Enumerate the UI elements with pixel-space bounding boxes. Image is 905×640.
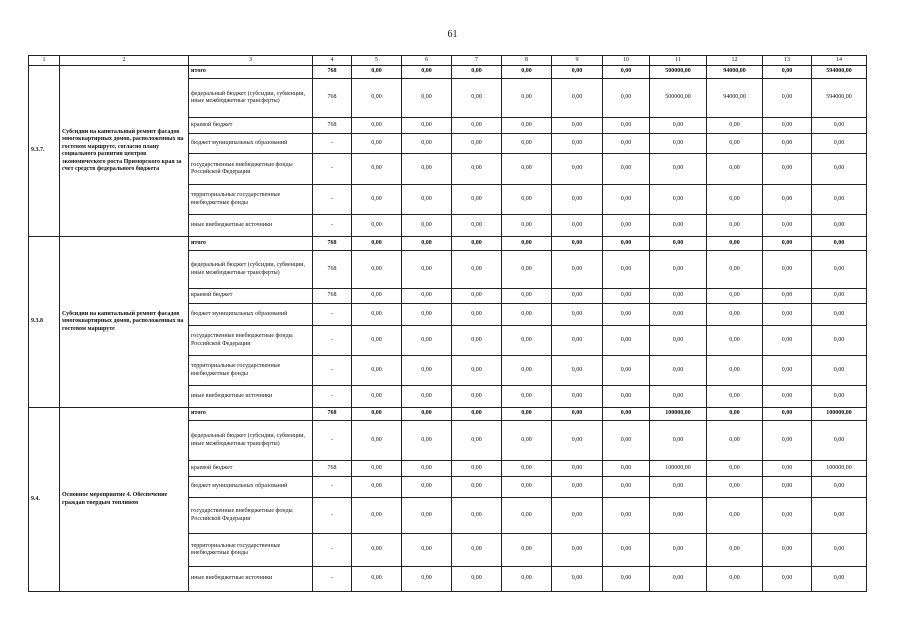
amount-cell: 0,00 <box>812 421 867 461</box>
amount-cell: 0,00 <box>812 154 867 185</box>
amount-cell: 0,00 <box>352 421 402 461</box>
funding-source: иные внебюджетные источники <box>189 567 313 592</box>
amount-cell: 0,00 <box>763 461 812 477</box>
amount-cell: 0,00 <box>763 154 812 185</box>
header-cell: 12 <box>707 56 763 66</box>
code-cell: - <box>313 386 352 408</box>
amount-cell: 0,00 <box>502 251 552 289</box>
amount-cell: 0,00 <box>650 118 707 134</box>
amount-cell: 0,00 <box>812 237 867 251</box>
amount-cell: 0,00 <box>452 66 502 79</box>
funding-source: государственные внебюджетные фонды Российской Федерации <box>189 498 313 534</box>
amount-cell: 0,00 <box>650 534 707 567</box>
funding-source: иные внебюджетные источники <box>189 386 313 408</box>
amount-cell: 0,00 <box>452 118 502 134</box>
amount-cell: 0,00 <box>552 118 603 134</box>
funding-source: бюджет муниципальных образований <box>189 304 313 326</box>
amount-cell: 0,00 <box>707 461 763 477</box>
amount-cell: 0,00 <box>402 215 452 237</box>
amount-cell: 0,00 <box>707 421 763 461</box>
amount-cell: 0,00 <box>552 185 603 215</box>
amount-cell: 0,00 <box>603 477 650 498</box>
amount-cell: 0,00 <box>352 461 402 477</box>
amount-cell: 0,00 <box>502 237 552 251</box>
amount-cell: 0,00 <box>603 289 650 304</box>
amount-cell: 0,00 <box>603 498 650 534</box>
amount-cell: 0,00 <box>603 421 650 461</box>
amount-cell: 0,00 <box>452 386 502 408</box>
amount-cell: 0,00 <box>452 251 502 289</box>
amount-cell: 0,00 <box>552 534 603 567</box>
amount-cell: 0,00 <box>707 356 763 386</box>
amount-cell: 0,00 <box>552 215 603 237</box>
amount-cell: 0,00 <box>502 567 552 592</box>
amount-cell: 0,00 <box>452 356 502 386</box>
amount-cell: 0,00 <box>552 134 603 154</box>
amount-cell: 500000,00 <box>650 66 707 79</box>
amount-cell: 0,00 <box>763 477 812 498</box>
amount-cell: 0,00 <box>552 408 603 421</box>
amount-cell: 0,00 <box>650 567 707 592</box>
amount-cell: 0,00 <box>352 289 402 304</box>
amount-cell: 0,00 <box>352 356 402 386</box>
code-cell: - <box>313 477 352 498</box>
amount-cell: 0,00 <box>763 498 812 534</box>
amount-cell: 0,00 <box>552 66 603 79</box>
amount-cell: 0,00 <box>603 134 650 154</box>
amount-cell: 0,00 <box>402 386 452 408</box>
amount-cell: 0,00 <box>650 289 707 304</box>
funding-source: бюджет муниципальных образований <box>189 477 313 498</box>
amount-cell: 0,00 <box>812 386 867 408</box>
amount-cell: 0,00 <box>763 66 812 79</box>
funding-source: краевой бюджет <box>189 461 313 477</box>
amount-cell: 0,00 <box>763 356 812 386</box>
amount-cell: 0,00 <box>402 304 452 326</box>
table-row-total <box>29 408 867 421</box>
header-cell: 1 <box>29 56 60 66</box>
amount-cell: 0,00 <box>352 185 402 215</box>
amount-cell: 0,00 <box>452 421 502 461</box>
amount-cell: 100000,00 <box>812 461 867 477</box>
code-cell: - <box>313 185 352 215</box>
amount-cell: 0,00 <box>812 118 867 134</box>
amount-cell: 100000,00 <box>812 408 867 421</box>
amount-cell: 0,00 <box>402 461 452 477</box>
amount-cell: 0,00 <box>452 461 502 477</box>
header-cell: 7 <box>452 56 502 66</box>
amount-cell: 0,00 <box>603 386 650 408</box>
amount-cell: 0,00 <box>352 118 402 134</box>
amount-cell: 0,00 <box>707 185 763 215</box>
amount-cell: 100000,00 <box>650 408 707 421</box>
code-cell: - <box>313 304 352 326</box>
amount-cell: 0,00 <box>812 498 867 534</box>
funding-source: итого <box>189 408 313 421</box>
amount-cell: 0,00 <box>707 251 763 289</box>
amount-cell: 0,00 <box>552 289 603 304</box>
amount-cell: 0,00 <box>763 237 812 251</box>
amount-cell: 0,00 <box>650 237 707 251</box>
amount-cell: 0,00 <box>352 134 402 154</box>
amount-cell: 0,00 <box>452 567 502 592</box>
header-row <box>29 56 867 66</box>
amount-cell: 0,00 <box>452 185 502 215</box>
amount-cell: 0,00 <box>502 134 552 154</box>
amount-cell: 0,00 <box>812 185 867 215</box>
amount-cell: 0,00 <box>603 118 650 134</box>
amount-cell: 0,00 <box>352 237 402 251</box>
code-cell: 768 <box>313 251 352 289</box>
amount-cell: 0,00 <box>452 304 502 326</box>
amount-cell: 0,00 <box>603 304 650 326</box>
amount-cell: 0,00 <box>452 534 502 567</box>
amount-cell: 0,00 <box>402 185 452 215</box>
amount-cell: 0,00 <box>603 251 650 289</box>
code-cell: 768 <box>313 237 352 251</box>
amount-cell: 0,00 <box>763 534 812 567</box>
funding-source: краевой бюджет <box>189 289 313 304</box>
code-cell: 768 <box>313 66 352 79</box>
item-code: 9.3.7. <box>29 66 60 237</box>
amount-cell: 0,00 <box>402 408 452 421</box>
amount-cell: 0,00 <box>763 567 812 592</box>
amount-cell: 0,00 <box>552 477 603 498</box>
code-cell: - <box>313 134 352 154</box>
item-code: 9.4. <box>29 408 60 592</box>
amount-cell: 0,00 <box>352 534 402 567</box>
amount-cell: 0,00 <box>352 215 402 237</box>
amount-cell: 0,00 <box>402 66 452 79</box>
code-cell: - <box>313 498 352 534</box>
code-cell: 768 <box>313 408 352 421</box>
amount-cell: 0,00 <box>402 79 452 118</box>
amount-cell: 0,00 <box>352 79 402 118</box>
amount-cell: 0,00 <box>502 326 552 356</box>
amount-cell: 0,00 <box>452 477 502 498</box>
table-body <box>29 56 867 592</box>
code-cell: 768 <box>313 118 352 134</box>
amount-cell: 0,00 <box>452 408 502 421</box>
amount-cell: 100000,00 <box>650 461 707 477</box>
amount-cell: 0,00 <box>763 215 812 237</box>
item-name: Субсидии на капитальный ремонт фасадов многоквартирных домов, расположенных на гостевом маршруте <box>60 237 189 408</box>
amount-cell: 0,00 <box>603 326 650 356</box>
funding-source: федеральный бюджет (субсидии, субвенции, иные межбюджетные трансферты) <box>189 251 313 289</box>
code-cell: - <box>313 356 352 386</box>
amount-cell: 0,00 <box>352 386 402 408</box>
code-cell: - <box>313 567 352 592</box>
amount-cell: 0,00 <box>650 304 707 326</box>
amount-cell: 0,00 <box>552 251 603 289</box>
code-cell: - <box>313 154 352 185</box>
funding-source: итого <box>189 237 313 251</box>
code-cell: - <box>313 534 352 567</box>
amount-cell: 0,00 <box>502 498 552 534</box>
item-code: 9.3.8 <box>29 237 60 408</box>
amount-cell: 94000,00 <box>707 79 763 118</box>
header-cell: 4 <box>313 56 352 66</box>
amount-cell: 0,00 <box>502 408 552 421</box>
amount-cell: 0,00 <box>402 356 452 386</box>
amount-cell: 0,00 <box>552 79 603 118</box>
amount-cell: 0,00 <box>812 304 867 326</box>
amount-cell: 0,00 <box>812 289 867 304</box>
code-cell: 768 <box>313 461 352 477</box>
budget-table <box>28 55 867 592</box>
amount-cell: 0,00 <box>452 215 502 237</box>
amount-cell: 594000,00 <box>812 66 867 79</box>
header-cell: 6 <box>402 56 452 66</box>
amount-cell: 0,00 <box>452 154 502 185</box>
amount-cell: 0,00 <box>812 477 867 498</box>
amount-cell: 0,00 <box>502 66 552 79</box>
amount-cell: 0,00 <box>650 251 707 289</box>
funding-source: федеральный бюджет (субсидии, субвенции, иные межбюджетные трансферты) <box>189 79 313 118</box>
amount-cell: 0,00 <box>502 304 552 326</box>
amount-cell: 0,00 <box>402 477 452 498</box>
amount-cell: 0,00 <box>707 215 763 237</box>
amount-cell: 0,00 <box>352 477 402 498</box>
amount-cell: 0,00 <box>650 215 707 237</box>
amount-cell: 0,00 <box>763 251 812 289</box>
amount-cell: 0,00 <box>552 304 603 326</box>
amount-cell: 0,00 <box>402 118 452 134</box>
amount-cell: 0,00 <box>402 289 452 304</box>
header-cell: 3 <box>189 56 313 66</box>
table-row-total <box>29 66 867 79</box>
amount-cell: 0,00 <box>707 498 763 534</box>
amount-cell: 0,00 <box>763 304 812 326</box>
amount-cell: 0,00 <box>452 326 502 356</box>
amount-cell: 0,00 <box>402 534 452 567</box>
amount-cell: 0,00 <box>707 326 763 356</box>
amount-cell: 0,00 <box>552 461 603 477</box>
amount-cell: 0,00 <box>763 408 812 421</box>
amount-cell: 0,00 <box>402 154 452 185</box>
amount-cell: 0,00 <box>707 118 763 134</box>
item-name: Субсидии на капитальный ремонт фасадов многоквартирных домов, расположенных на гостевом маршруте, согласно плану социального развития центров экономического роста Приморского края за счет средств федерального бюджета <box>60 66 189 237</box>
amount-cell: 0,00 <box>707 534 763 567</box>
header-cell: 8 <box>502 56 552 66</box>
amount-cell: 0,00 <box>452 79 502 118</box>
amount-cell: 0,00 <box>812 251 867 289</box>
amount-cell: 0,00 <box>502 461 552 477</box>
amount-cell: 594000,00 <box>812 79 867 118</box>
amount-cell: 0,00 <box>603 567 650 592</box>
header-cell: 14 <box>812 56 867 66</box>
amount-cell: 0,00 <box>707 304 763 326</box>
amount-cell: 0,00 <box>502 421 552 461</box>
amount-cell: 0,00 <box>402 237 452 251</box>
amount-cell: 0,00 <box>812 356 867 386</box>
amount-cell: 0,00 <box>452 289 502 304</box>
header-cell: 13 <box>763 56 812 66</box>
header-cell: 11 <box>650 56 707 66</box>
funding-source: государственные внебюджетные фонды Российской Федерации <box>189 154 313 185</box>
amount-cell: 0,00 <box>352 408 402 421</box>
amount-cell: 0,00 <box>812 215 867 237</box>
amount-cell: 0,00 <box>402 498 452 534</box>
amount-cell: 0,00 <box>502 289 552 304</box>
amount-cell: 0,00 <box>650 185 707 215</box>
amount-cell: 0,00 <box>352 326 402 356</box>
funding-source: бюджет муниципальных образований <box>189 134 313 154</box>
header-cell: 5 <box>352 56 402 66</box>
amount-cell: 0,00 <box>763 289 812 304</box>
table-row-total <box>29 237 867 251</box>
amount-cell: 0,00 <box>603 215 650 237</box>
amount-cell: 0,00 <box>650 326 707 356</box>
amount-cell: 0,00 <box>402 421 452 461</box>
amount-cell: 0,00 <box>763 421 812 461</box>
amount-cell: 0,00 <box>402 326 452 356</box>
amount-cell: 0,00 <box>603 408 650 421</box>
code-cell: 768 <box>313 79 352 118</box>
amount-cell: 0,00 <box>707 477 763 498</box>
page-number: 61 <box>447 29 458 40</box>
amount-cell: 0,00 <box>812 534 867 567</box>
amount-cell: 0,00 <box>552 356 603 386</box>
amount-cell: 0,00 <box>502 185 552 215</box>
funding-source: территориальные государственные внебюджетные фонды <box>189 356 313 386</box>
funding-source: государственные внебюджетные фонды Российской Федерации <box>189 326 313 356</box>
header-cell: 10 <box>603 56 650 66</box>
amount-cell: 0,00 <box>812 326 867 356</box>
amount-cell: 0,00 <box>603 154 650 185</box>
amount-cell: 0,00 <box>352 304 402 326</box>
amount-cell: 0,00 <box>650 498 707 534</box>
amount-cell: 0,00 <box>452 237 502 251</box>
code-cell: - <box>313 421 352 461</box>
amount-cell: 0,00 <box>812 134 867 154</box>
amount-cell: 0,00 <box>352 154 402 185</box>
amount-cell: 0,00 <box>603 79 650 118</box>
amount-cell: 0,00 <box>552 386 603 408</box>
amount-cell: 0,00 <box>707 134 763 154</box>
amount-cell: 0,00 <box>502 215 552 237</box>
amount-cell: 0,00 <box>352 251 402 289</box>
amount-cell: 0,00 <box>552 421 603 461</box>
amount-cell: 0,00 <box>650 421 707 461</box>
funding-source: федеральный бюджет (субсидии, субвенции, иные межбюджетные трансферты) <box>189 421 313 461</box>
amount-cell: 0,00 <box>707 289 763 304</box>
amount-cell: 0,00 <box>603 534 650 567</box>
amount-cell: 94000,00 <box>707 66 763 79</box>
amount-cell: 0,00 <box>707 237 763 251</box>
funding-source: территориальные государственные внебюджетные фонды <box>189 185 313 215</box>
amount-cell: 0,00 <box>502 118 552 134</box>
amount-cell: 0,00 <box>707 154 763 185</box>
amount-cell: 0,00 <box>502 154 552 185</box>
amount-cell: 0,00 <box>650 154 707 185</box>
funding-source: иные внебюджетные источники <box>189 215 313 237</box>
amount-cell: 0,00 <box>502 386 552 408</box>
amount-cell: 0,00 <box>763 185 812 215</box>
amount-cell: 0,00 <box>603 237 650 251</box>
amount-cell: 0,00 <box>552 326 603 356</box>
amount-cell: 0,00 <box>650 356 707 386</box>
amount-cell: 0,00 <box>352 498 402 534</box>
amount-cell: 0,00 <box>502 356 552 386</box>
code-cell: - <box>313 326 352 356</box>
header-cell: 9 <box>552 56 603 66</box>
amount-cell: 0,00 <box>552 237 603 251</box>
amount-cell: 0,00 <box>763 118 812 134</box>
amount-cell: 0,00 <box>763 79 812 118</box>
code-cell: 768 <box>313 289 352 304</box>
amount-cell: 0,00 <box>650 477 707 498</box>
amount-cell: 0,00 <box>502 79 552 118</box>
amount-cell: 0,00 <box>603 461 650 477</box>
amount-cell: 0,00 <box>452 498 502 534</box>
item-name: Основное мероприятие 4. Обеспечение граждан твердым топливом <box>60 408 189 592</box>
funding-source: территориальные государственные внебюджетные фонды <box>189 534 313 567</box>
amount-cell: 0,00 <box>352 567 402 592</box>
amount-cell: 0,00 <box>603 356 650 386</box>
amount-cell: 0,00 <box>352 66 402 79</box>
amount-cell: 0,00 <box>650 134 707 154</box>
amount-cell: 0,00 <box>502 477 552 498</box>
amount-cell: 0,00 <box>707 567 763 592</box>
amount-cell: 0,00 <box>402 134 452 154</box>
amount-cell: 0,00 <box>812 567 867 592</box>
amount-cell: 0,00 <box>552 154 603 185</box>
amount-cell: 0,00 <box>402 567 452 592</box>
amount-cell: 0,00 <box>452 134 502 154</box>
funding-source: итого <box>189 66 313 79</box>
amount-cell: 0,00 <box>502 534 552 567</box>
amount-cell: 500000,00 <box>650 79 707 118</box>
code-cell: - <box>313 215 352 237</box>
amount-cell: 0,00 <box>707 408 763 421</box>
amount-cell: 0,00 <box>650 386 707 408</box>
amount-cell: 0,00 <box>763 134 812 154</box>
amount-cell: 0,00 <box>552 567 603 592</box>
amount-cell: 0,00 <box>763 326 812 356</box>
amount-cell: 0,00 <box>603 66 650 79</box>
amount-cell: 0,00 <box>552 498 603 534</box>
amount-cell: 0,00 <box>763 386 812 408</box>
header-cell: 2 <box>60 56 189 66</box>
amount-cell: 0,00 <box>603 185 650 215</box>
amount-cell: 0,00 <box>707 386 763 408</box>
amount-cell: 0,00 <box>402 251 452 289</box>
funding-source: краевой бюджет <box>189 118 313 134</box>
